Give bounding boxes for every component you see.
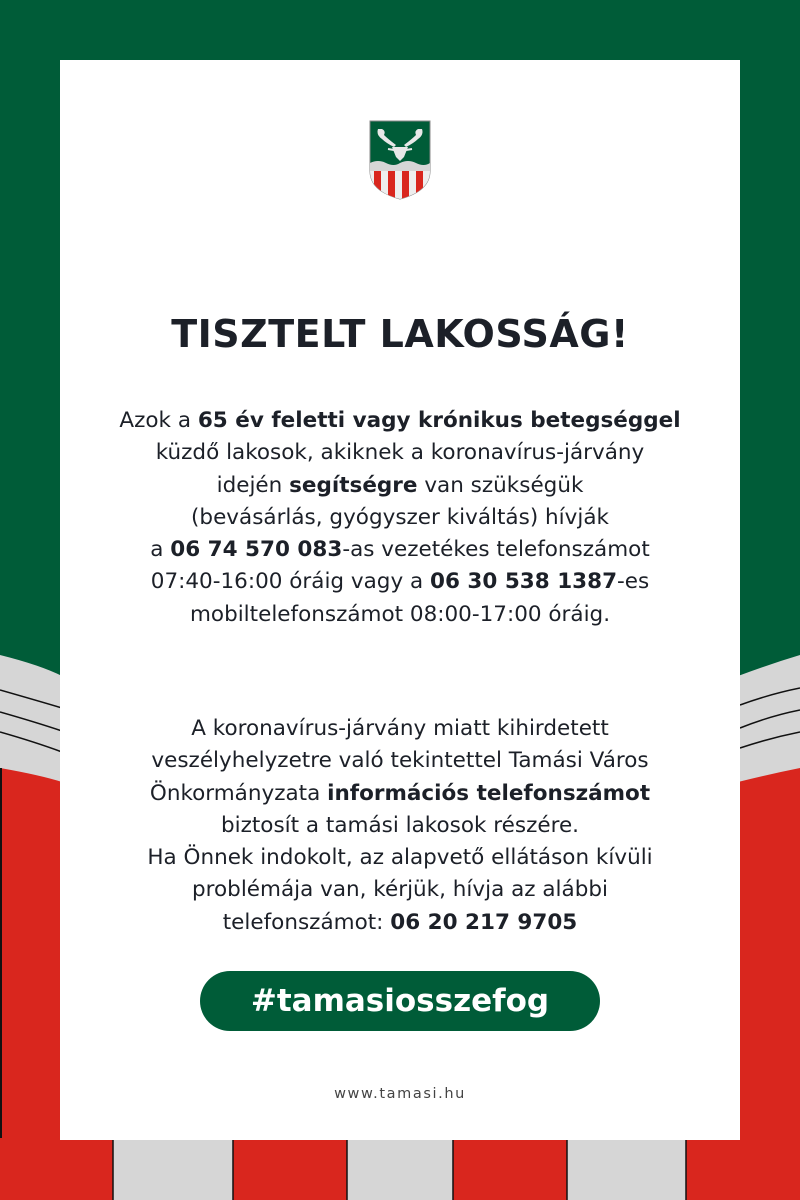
text-segment: küzdő lakosok, akiknek a koronavírus-járvány <box>155 440 645 466</box>
text-segment: A koronavírus-járvány miatt kihirdetett <box>191 716 609 741</box>
text-segment: Ha Önnek indokolt, az alapvető ellátáson kívüli <box>147 845 653 871</box>
text-line <box>60 566 740 598</box>
text-segment: veszélyhelyzetre való tekintettel Tamási Város <box>151 748 649 774</box>
text-segment: mobiltelefonszámot 08:00-17:00 óráig. <box>189 601 611 627</box>
bold-text: információs telefonszámot <box>327 780 651 806</box>
text-line <box>60 874 740 906</box>
notice-card <box>60 60 740 1140</box>
bold-text: 65 év feletti vagy krónikus betegséggel <box>197 408 681 433</box>
text-segment: biztosít a tamási lakosok részére. <box>220 812 580 838</box>
help-paragraph <box>60 405 740 631</box>
hashtag-badge: #tamasiosszefog <box>200 971 600 1031</box>
text-line <box>60 405 740 437</box>
text-segment: 07:40-16:00 óráig vagy a <box>150 569 431 595</box>
text-line <box>60 842 740 874</box>
text-line <box>60 778 740 810</box>
text-line <box>60 745 740 777</box>
website-link[interactable]: www.tamasi.hu <box>334 1086 466 1102</box>
text-segment: a <box>150 537 171 563</box>
text-segment: problémája van, kérjük, hívja az alábbi <box>192 877 608 903</box>
text-segment: -as vezetékes telefonszámot <box>342 537 650 563</box>
text-segment: -es <box>617 569 650 595</box>
text-line <box>60 810 740 842</box>
bold-text: 06 30 538 1387 <box>430 569 618 595</box>
text-segment: van szükségük <box>417 472 584 498</box>
text-line <box>60 534 740 566</box>
text-line <box>60 470 740 502</box>
text-line <box>60 599 740 631</box>
text-segment: Önkormányzata <box>149 780 328 806</box>
text-segment: idején <box>216 472 290 498</box>
bold-text: 06 74 570 083 <box>170 537 343 563</box>
info-paragraph <box>60 713 740 939</box>
text-segment: (bevásárlás, gyógyszer kiváltás) hívják <box>191 504 609 530</box>
bold-text: segítségre <box>289 472 418 498</box>
text-line <box>60 502 740 534</box>
text-line <box>60 437 740 469</box>
text-segment: Azok a <box>119 408 198 433</box>
text-segment: telefonszámot: <box>222 909 391 935</box>
text-line <box>60 907 740 939</box>
text-line <box>60 713 740 745</box>
coat-of-arms-icon <box>368 119 432 201</box>
page-title: TISZTELT LAKOSSÁG! <box>171 312 629 356</box>
bold-text: 06 20 217 9705 <box>390 909 578 935</box>
